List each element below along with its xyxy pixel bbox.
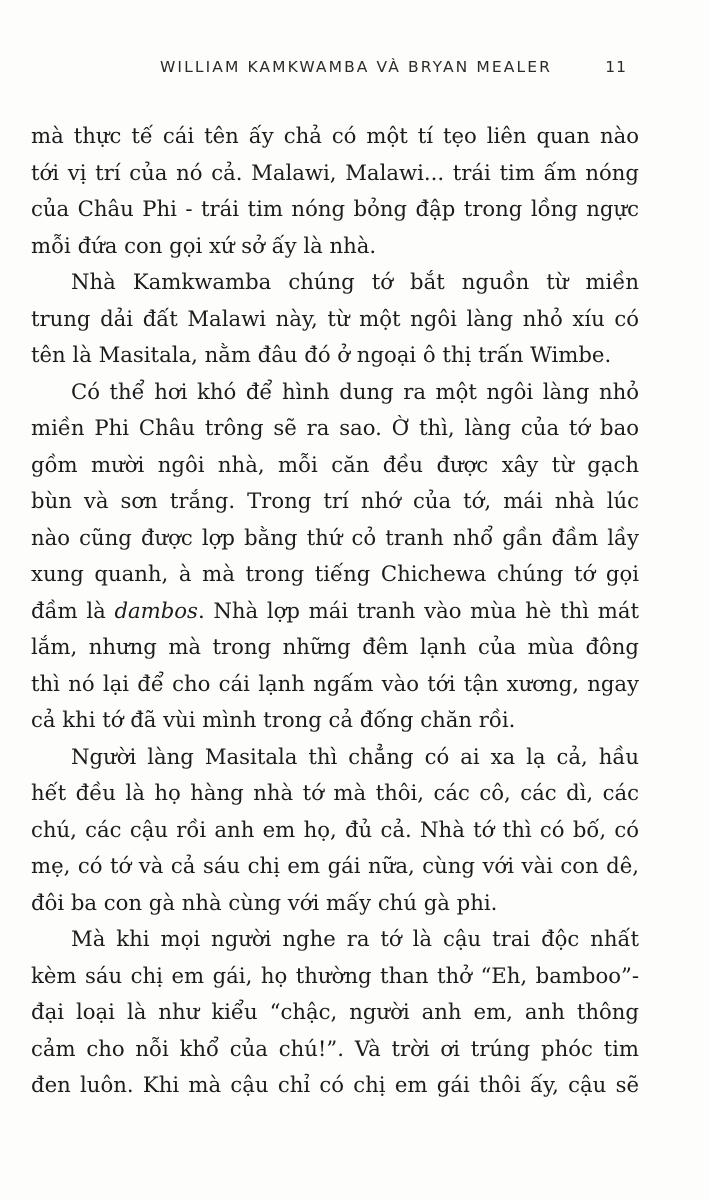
text-line: xung quanh, à mà trong tiếng Chichewa chúng tớ gọi [31,561,639,586]
text-line: cả khi tớ đã vùi mình trong cả đống chăn rồi. [31,707,516,732]
page-number: 11 [605,58,627,76]
text-line: cảm cho nỗi khổ của chú!”. Và trời ơi trúng phóc tim [31,1035,639,1061]
text-line: tên là Masitala, nằm đâu đó ở ngoại ô thị trấn Wimbe. [31,342,612,367]
text-line: Có thể hơi khó để hình dung ra một ngôi làng nhỏ [71,378,639,404]
text-line: mẹ, có tớ và cả sáu chị em gái nữa, cùng với vài con dê, [31,853,639,878]
text-line: chú, các cậu rồi anh em họ, đủ cả. Nhà tớ thì có bố, có [31,816,639,842]
running-header [160,58,627,88]
text-line: của Châu Phi - trái tim nóng bỏng đập trong lồng ngực [31,196,639,221]
text-line: gồm mười ngôi nhà, mỗi căn đều được xây từ gạch [31,451,639,477]
text-line: Mà khi mọi người nghe ra tớ là cậu trai độc nhất [71,926,639,951]
text-line: đại loại là như kiểu “chậc, người anh em, anh thông [31,999,639,1024]
text-run: đầm là [31,597,115,623]
text-line: Nhà Kamkwamba chúng tớ bắt nguồn từ miền [71,269,639,294]
text-line: miền Phi Châu trông sẽ ra sao. Ờ thì, làng của tớ bao [31,415,639,440]
text-line: hết đều là họ hàng nhà tớ mà thôi, các cô, các dì, các [31,780,639,805]
text-line: tới vị trí của nó cả. Malawi, Malawi... trái tim ấm nóng [31,159,639,185]
text-line: trung dải đất Malawi này, từ một ngôi làng nhỏ xíu có [31,305,639,331]
text-line: đen luôn. Khi mà cậu chỉ có chị em gái thôi ấy, cậu sẽ [31,1072,639,1097]
body-text [31,118,639,1104]
text-line: thì nó lại để cho cái lạnh ngấm vào tới tận xương, ngay [31,670,639,696]
header-authors: WILLIAM KAMKWAMBA VÀ BRYAN MEALER [160,58,552,76]
text-line-with-italic [31,593,639,630]
text-line: nào cũng được lợp bằng thứ cỏ tranh nhổ gần đầm lầy [31,524,639,550]
text-run: . Nhà lợp mái tranh vào mùa hè thì mát [197,597,640,623]
text-line: mỗi đứa con gọi xứ sở ấy là nhà. [31,232,377,258]
text-line: mà thực tế cái tên ấy chả có một tí tẹo liên quan nào [31,123,639,148]
text-line: Người làng Masitala thì chẳng có ai xa lạ cả, hầu [71,743,639,769]
text-line: kèm sáu chị em gái, họ thường than thở “Eh, bamboo”- [31,962,639,988]
italic-term: dambos [114,597,198,623]
text-line: lắm, nhưng mà trong những đêm lạnh của mùa đông [31,634,639,659]
text-line: bùn và sơn trắng. Trong trí nhớ của tớ, mái nhà lúc [31,488,639,513]
text-line: đôi ba con gà nhà cùng với mấy chú gà phi. [31,889,498,915]
